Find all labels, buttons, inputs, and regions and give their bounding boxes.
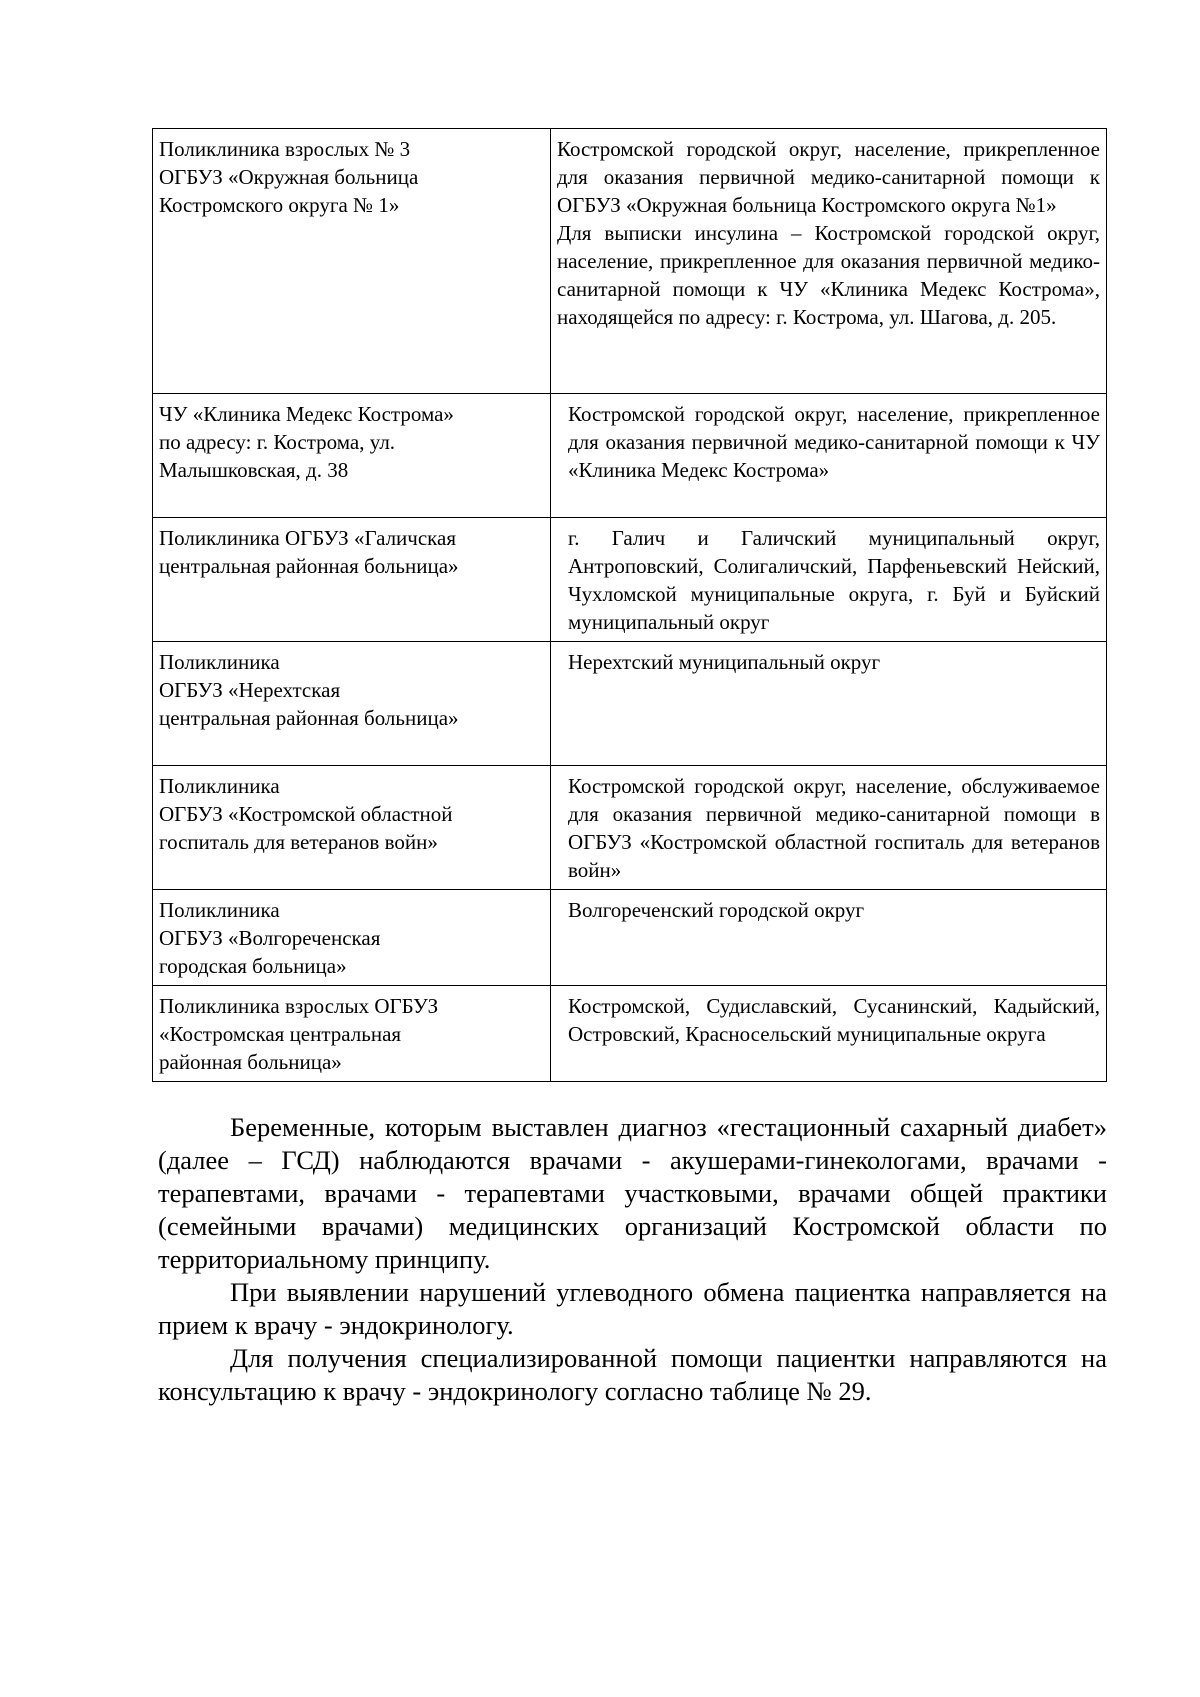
clinic-line: Поликлиника <box>159 898 280 922</box>
clinic-line: ОГБУЗ «Окружная больница <box>159 165 419 189</box>
table-row <box>153 642 1107 766</box>
table-row <box>153 766 1107 890</box>
table-row <box>153 394 1107 518</box>
service-area-text: г. Галич и Галичский муниципальный округ, Антроповский, Солигаличский, Парфеньевский Нейский, Чухломской муниципальные округа, г. Буй и Буйский муниципальный округ <box>568 526 1100 634</box>
clinic-cell <box>153 642 551 766</box>
service-area-text: Волгореченский городской округ <box>568 898 865 922</box>
clinic-line: ОГБУЗ «Костромской областной <box>159 802 453 826</box>
service-area-text: Костромской, Судиславский, Сусанинский, Кадыйский, Островский, Красносельский муниципальные округа <box>568 994 1100 1046</box>
paragraph: При выявлении нарушений углеводного обмена пациентка направляется на прием к врачу - эндокринологу. <box>158 1277 1107 1340</box>
clinic-line: Малышковская, д. 38 <box>159 458 349 482</box>
clinic-line: по адресу: г. Кострома, ул. <box>159 430 396 454</box>
clinic-line: ОГБУЗ «Нерехтская <box>159 678 341 702</box>
clinic-line: центральная районная больница» <box>159 554 459 578</box>
clinic-cell <box>153 890 551 986</box>
clinic-line: районная больница» <box>159 1050 342 1074</box>
clinic-line: госпиталь для ветеранов войн» <box>159 830 438 854</box>
clinic-assignment-table <box>152 128 1107 1082</box>
table-row <box>153 518 1107 642</box>
clinic-line: ОГБУЗ «Волгореченская <box>159 926 381 950</box>
service-area-text: Костромской городской округ, население, обслуживаемое для оказания первичной медико-санитарной помощи в ОГБУЗ «Костромской областной госпиталь для ветеранов войн» <box>568 774 1100 882</box>
body-text <box>158 1111 1107 1408</box>
clinic-line: Поликлиника взрослых № 3 <box>159 137 411 161</box>
table-row <box>153 129 1107 394</box>
clinic-line: Поликлиника взрослых ОГБУЗ <box>159 994 439 1018</box>
clinic-line: центральная районная больница» <box>159 706 459 730</box>
service-area-cell <box>551 642 1107 766</box>
clinic-line: Поликлиника <box>159 774 280 798</box>
clinic-line: ЧУ «Клиника Медекс Кострома» <box>159 402 454 426</box>
table-row <box>153 986 1107 1082</box>
clinic-cell <box>153 766 551 890</box>
clinic-line: Костромского округа № 1» <box>159 193 400 217</box>
service-area-text: Костромской городской округ, население, прикрепленное для оказания первичной медико-санитарной помощи к ЧУ «Клиника Медекс Кострома» <box>568 402 1100 482</box>
service-area-cell <box>551 129 1107 394</box>
clinic-line: городская больница» <box>159 954 347 978</box>
service-area-text: Костромской городской округ, население, прикрепленное для оказания первичной медико-санитарной помощи к ОГБУЗ «Окружная больница Костромского округа №1» <box>557 137 1100 217</box>
service-area-cell <box>551 518 1107 642</box>
clinic-line: Поликлиника ОГБУЗ «Галичская <box>159 526 457 550</box>
clinic-cell <box>153 986 551 1082</box>
clinic-cell <box>153 129 551 394</box>
service-area-text: Для выписки инсулина – Костромской городской округ, население, прикрепленное для оказания первичной медико-санитарной помощи к ЧУ «Клиника Медекс Кострома», находящейся по адресу: г. Кострома, ул. Шагова, д. 205. <box>557 221 1100 329</box>
service-area-cell <box>551 890 1107 986</box>
paragraph: Беременные, которым выставлен диагноз «гестационный сахарный диабет» (далее – ГСД) наблюдаются врачами - акушерами-гинекологами, врачами - терапевтами, врачами - терапевтами участковыми, врачами общей практики (семейными врачами) медицинских организаций Костромской области по территориальному принципу. <box>158 1112 1107 1274</box>
service-area-cell <box>551 766 1107 890</box>
clinic-cell <box>153 518 551 642</box>
clinic-line: Поликлиника <box>159 650 280 674</box>
clinic-cell <box>153 394 551 518</box>
service-area-cell <box>551 986 1107 1082</box>
paragraph: Для получения специализированной помощи пациентки направляются на консультацию к врачу - эндокринологу согласно таблице № 29. <box>158 1343 1107 1406</box>
service-area-cell <box>551 394 1107 518</box>
table-row <box>153 890 1107 986</box>
service-area-text: Нерехтский муниципальный округ <box>568 650 881 674</box>
clinic-line: «Костромская центральная <box>159 1022 402 1046</box>
